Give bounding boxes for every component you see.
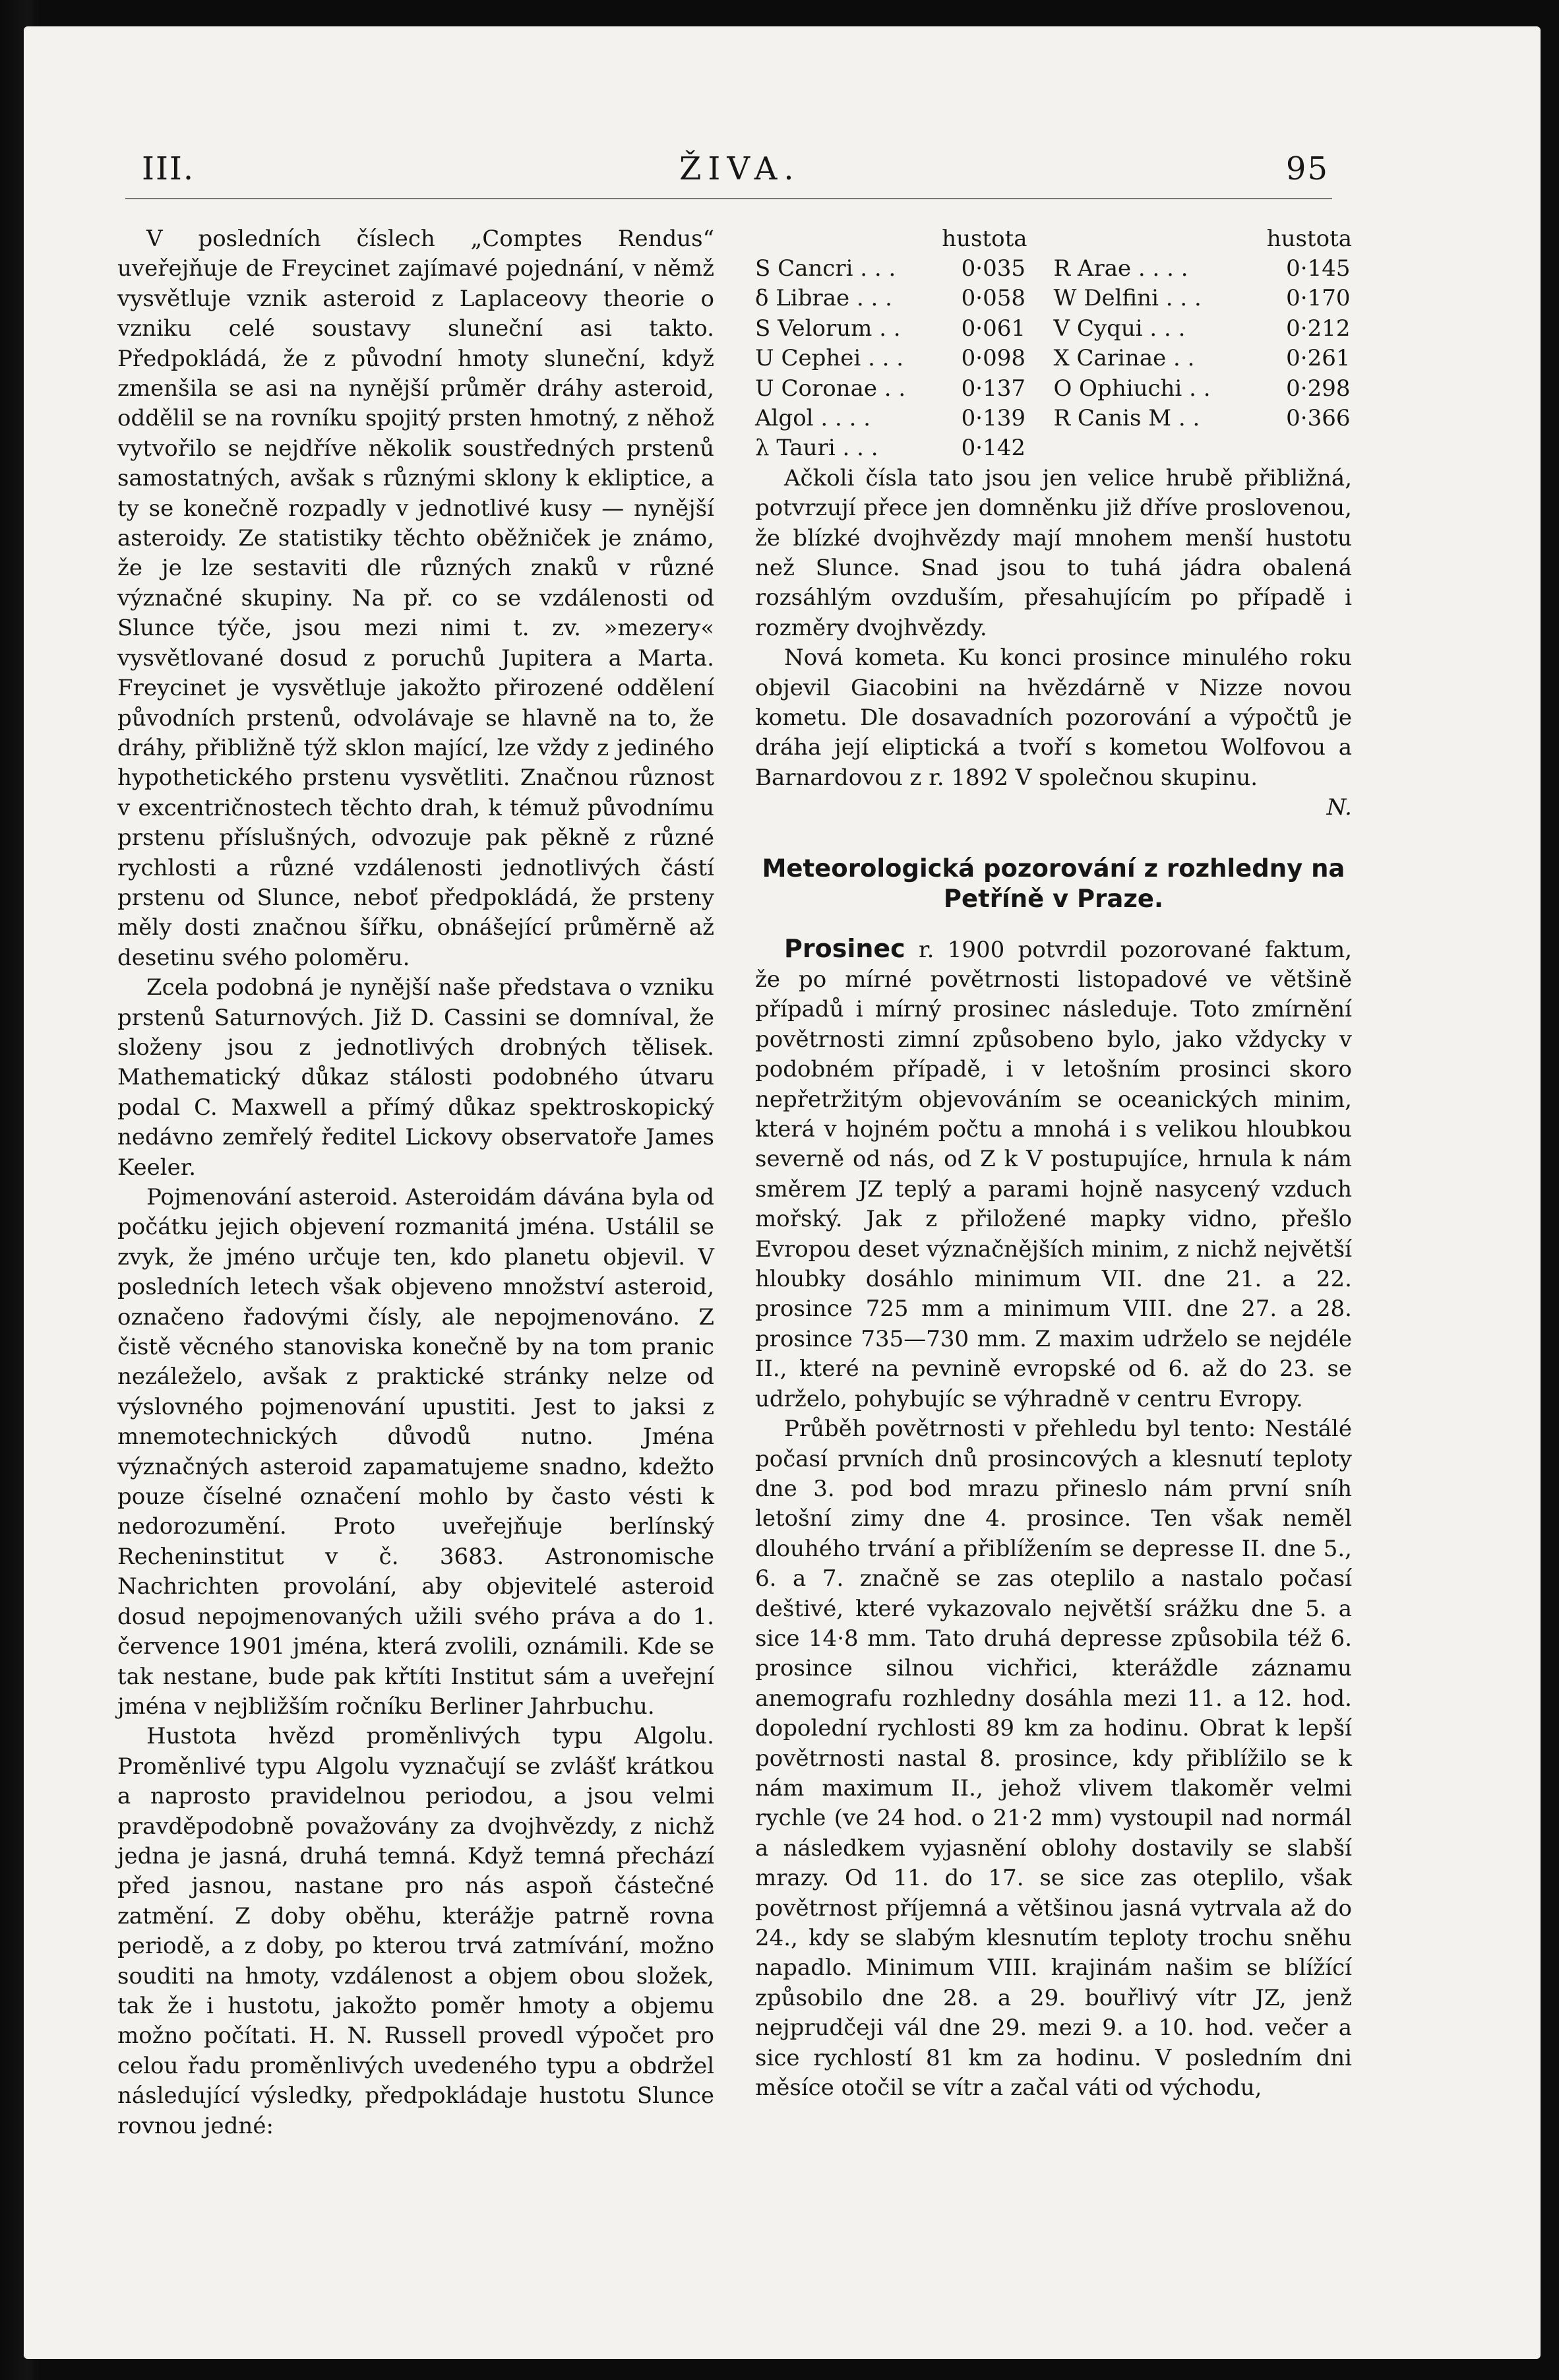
- star-name: W Delfini . . .: [1053, 285, 1202, 312]
- density-value: 0·098: [961, 345, 1025, 372]
- paragraph-saturn-rings: Zcela podobná je nynější naše představa o vzniku prstenů Saturnových. Již D. Cassini se domníval, že složeny jsou z jednotlivých drobných tělisek. Mathematický důkaz stálosti podobného útvaru podal C. Maxwell a přímý důkaz spektroskopický nedávno zemřelý ředitel Lickovy observatoře James Keeler.: [117, 974, 714, 1181]
- page-number: 95: [1285, 150, 1329, 187]
- density-header-left: hustota: [942, 226, 1027, 252]
- density-value: 0·035: [961, 255, 1025, 282]
- table-row: [755, 404, 1352, 433]
- star-name: R Canis M . .: [1053, 404, 1200, 431]
- density-value: 0·058: [961, 285, 1025, 312]
- star-name: Algol . . . .: [755, 404, 871, 431]
- header-rule: [125, 198, 1332, 199]
- section-lead-word: Prosinec: [784, 933, 905, 963]
- star-name: U Cephei . . .: [755, 345, 904, 372]
- paragraph-december-intro: [755, 934, 1352, 1415]
- density-value: 0·170: [1286, 285, 1351, 312]
- density-value: 0·142: [961, 435, 1025, 462]
- density-value: 0·366: [1286, 404, 1351, 431]
- paragraph-december-text: r. 1900 potvrdil pozorované faktum, že po mírné povětrnosti listopadové ve většině případů i mírný prosinec následuje. Toto zmírnění povětrnosti zimní způsobeno bylo, jako vždycky v podobném případě, i v letošním prosinci skoro nepřetržitým objevováním se oceanických minim, která v hojném počtu a mnohá i s velikou hloubkou severně od nás, od Z k V postupujíce, hrnula k nám směrem JZ teplý a parami hojně nasycený vzduch mořský. Jak z přiložené mapky vidno, přešlo Evropou deset význačnějších minim, z nichž největší hloubky dosáhlo minimum VII. dne 21. a 22. prosince 725 mm a minimum VIII. dne 27. a 28. prosince 735—730 mm. Z maxim udrželo se nejdéle II., které na pevnině evropské od 6. až do 23. se udrželo, pohybujíc se výhradně v centru Evropy.: [755, 936, 1353, 1412]
- star-name: δ Librae . . .: [755, 285, 892, 312]
- density-value: 0·298: [1286, 375, 1351, 402]
- right-column: [755, 224, 1352, 2103]
- density-value: 0·261: [1286, 345, 1351, 372]
- density-value: 0·139: [961, 404, 1025, 431]
- table-row: [755, 254, 1352, 284]
- section-title: Meteorologická pozorování z rozhledny na Petříně v Praze.: [762, 854, 1345, 913]
- star-name: S Cancri . . .: [755, 255, 896, 282]
- author-signature: N.: [1326, 794, 1352, 821]
- density-value: 0·145: [1286, 255, 1351, 282]
- paragraph-new-comet: Nová kometa. Ku konci prosince minulého roku objevil Giacobini na hvězdárně v Nizze novou kometu. Dle dosavadních pozorování a výpočtů je dráha její eliptická a tvoří s kometou Wolfovou a Barnardovou z r. 1892 V společnou skupinu.: [755, 644, 1352, 791]
- star-name: X Carinae . .: [1053, 345, 1195, 372]
- left-column: [117, 224, 714, 2141]
- star-name: S Velorum . .: [755, 315, 901, 342]
- star-name: U Coronae . .: [755, 375, 906, 402]
- paragraph-freycinet: V posledních číslech „Comptes Rendus“ uveřejňuje de Freycinet zajímavé pojednání, v němž vysvětluje vznik asteroid z Laplaceovy theorie o vzniku celé soustavy sluneční asi takto. Předpokládá, že z původní hmoty sluneční, když zmenšila se asi na nynější průměr dráhy asteroid, oddělil se na rovníku spojitý prsten hmotný, z něhož vytvořilo se nejdříve několik soustředných prstenů samostatných, avšak s různými sklony k ekliptice, a ty se konečně rozpadly v jednotlivé kusy — nynější asteroidy. Ze statistiky těchto oběžniček je známo, že je lze sestaviti dle různých znaků v různé význačné skupiny. Na př. co se vzdálenosti od Slunce týče, jsou mezi nimi t. zv. »mezery« vysvětlované dosud z poruchů Jupitera a Marta. Freycinet je vysvětluje jakožto přirozené oddělení původních prstenů, odvolávaje se hlavně na to, že dráhy, přibližně týž sklon mající, lze vždy z jediného hypothetického prstenu vysvětliti. Značnou různost v excentričnostech těchto drah, k témuž původnímu prstenu příslušných, odvozuje pak pěkně z různé rychlosti a různé vzdálenosti jednotlivých částí prstenu od Slunce, neboť předpokládá, že prsteny měly dosti značnou šířku, obnášející průměrně až desetinu svého poloměru.: [117, 226, 714, 971]
- table-row: [755, 433, 1352, 463]
- table-row: [755, 284, 1352, 313]
- paragraph-density-conclusion: Ačkoli čísla tato jsou jen velice hrubě přibližná, potvrzují přece jen domněnku již dříve proslovenou, že blízké dvojhvězdy mají mnohem menší hustotu než Slunce. Snad jsou to tuhá jádra obalená rozsáhlým ovzduším, přesahujícím po případě i rozměry dvojhvězdy.: [755, 464, 1352, 641]
- density-table: [755, 224, 1352, 464]
- table-row: [755, 344, 1352, 373]
- volume-number: III.: [142, 150, 195, 187]
- paragraph-algol-density: Hustota hvězd proměnlivých typu Algolu. Proměnlivé typu Algolu vyznačují se zvlášť krátkou a naprosto pravidelnou periodou, a jsou velmi pravděpodobně považovány za dvojhvězdy, z nichž jedna je jasná, druhá temná. Když temná přechází před jasnou, nastane pro nás aspoň částečné zatmění. Z doby oběhu, kterážje patrně rovna periodě, a z doby, po kterou trvá zatmívání, možno souditi na hmoty, vzdálenost a objem obou složek, tak že i hustotu, jakožto poměr hmoty a objemu možno počítati. H. N. Russell provedl výpočet pro celou řadu proměnlivých uvedeného typu a obdržel následující výsledky, předpokládaje hustotu Slunce rovnou jedné:: [117, 1723, 714, 2139]
- running-header: [142, 150, 1329, 197]
- star-name: V Cyqui . . .: [1053, 315, 1186, 342]
- star-name: R Arae . . . .: [1053, 255, 1188, 282]
- table-row: [755, 314, 1352, 344]
- table-row: [755, 374, 1352, 404]
- density-header-right: hustota: [1266, 226, 1352, 252]
- density-value: 0·137: [961, 375, 1025, 402]
- paragraph-asteroid-names: Pojmenování asteroid. Asteroidám dávána byla od počátku jejich objevení rozmanitá jména. Ustálil se zvyk, že jméno určuje ten, kdo planetu objevil. V posledních letech však objeveno množství asteroid, označeno řadovými čísly, ale nepojmenováno. Z čistě věcného stanoviska konečně by na tom pranic nezáleželo, avšak z praktické stránky nelze od výslovného pojmenování upustiti. Jest to jaksi z mnemotechnických důvodů nutno. Jména význačných asteroid zapamatujeme snadno, kdežto pouze číselné označení mohlo by často vésti k nedorozumění. Proto uveřejňuje berlínský Recheninstitut v č. 3683. Astronomische Nachrichten provolání, aby objevitelé asteroid dosud nepojmenovaných užili svého práva a do 1. července 1901 jména, která zvolili, oznámili. Kde se tak nestane, bude pak křtíti Institut sám a uveřejní jména v nejbližším ročníku Berliner Jahrbuchu.: [117, 1184, 714, 1720]
- star-name: λ Tauri . . .: [755, 435, 878, 462]
- paragraph-weather-course: Průběh povětrnosti v přehledu byl tento: Nestálé počasí prvních dnů prosincových a klesnutí teploty dne 3. pod bod mrazu přineslo nám první sníh letošní zimy dne 4. prosince. Ten však neměl dlouhého trvání a přiblížením se depresse II. dne 5., 6. a 7. značně se zas oteplilo a nastalo počasí deštivé, které vykazovalo největší srážku dne 5. a sice 14·8 mm. Tato druhá depresse způsobila též 6. prosince silnou vichřici, kteráždle záznamu anemografu rozhledny dosáhla mezi 11. a 12. hod. dopolední rychlosti 89 km za hodinu. Obrat k lepší povětrnosti nastal 8. prosince, kdy přiblížilo se k nám maximum II., jehož vlivem tlakoměr velmi rychle (ve 24 hod. o 21·2 mm) vystoupil nad normál a následkem vyjasnění oblohy dostavily se slabší mrazy. Od 11. do 17. se sice zas oteplilo, však povětrnost příjemná a většinou jasná vytrvala až do 24., kdy se slabým klesnutím teploty trochu sněhu napadlo. Minimum VIII. krajinám našim se blížící způsobilo dne 28. a 29. bouřlivý vítr JZ, jenž nejprudčeji vál dne 29. mezi 9. a 10. hod. večer a sice rychlostí 81 km za hodinu. V posledním dni měsíce otočil se vítr a začal váti od východu,: [755, 1416, 1352, 2102]
- star-name: O Ophiuchi . .: [1053, 375, 1211, 402]
- journal-title: ŽIVA.: [679, 150, 801, 187]
- density-value: 0·212: [1286, 315, 1351, 342]
- density-value: 0·061: [961, 315, 1025, 342]
- density-table-header: [755, 224, 1352, 254]
